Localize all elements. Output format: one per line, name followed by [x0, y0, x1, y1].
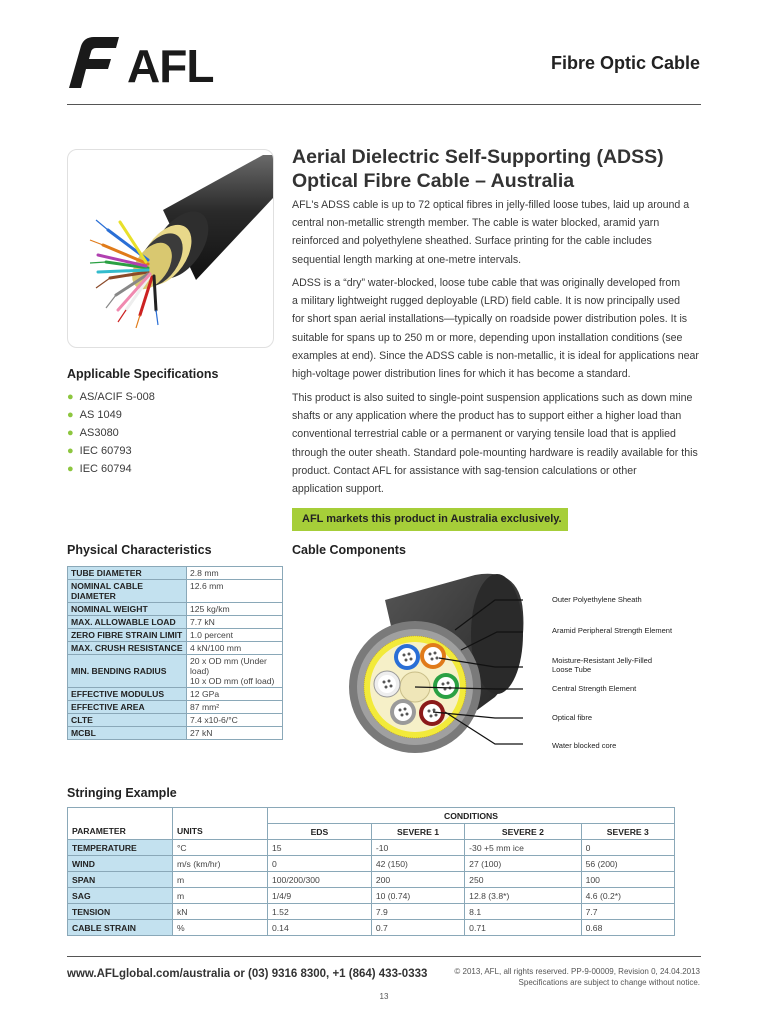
col-severe-2: SEVERE 2 [465, 824, 581, 840]
col-units: UNITS [173, 824, 268, 840]
cable-photo [67, 149, 274, 348]
spec-item: ● AS 1049 [67, 409, 122, 421]
intro-paragraph [292, 196, 702, 269]
label-aramid: Aramid Peripheral Strength Element [552, 626, 673, 635]
col-parameter: PARAMETER [68, 824, 173, 840]
product-title-line1: Aerial Dielectric Self-Supporting (ADSS) [292, 146, 664, 168]
table-row: CABLE STRAIN % 0.14 0.7 0.71 0.68 [68, 920, 675, 936]
table-row: MAX. ALLOWABLE LOAD 7.7 kN [68, 616, 283, 629]
table-row: WIND m/s (km/hr) 0 42 (150) 27 (100) 56 (200) [68, 856, 675, 872]
applications-line: product. Contact AFL for assistance with sag-tension calculations or other [292, 464, 637, 477]
document-category: Fibre Optic Cable [550, 53, 700, 73]
components-heading: Cable Components [292, 543, 406, 557]
background-line: examples at end). Since the ADSS cable is non-metallic, it is ideal for applications near [292, 349, 699, 362]
stringing-table [67, 807, 675, 936]
contact-info: www.AFLglobal.com/australia or (03) 9316 8300, +1 (864) 433-0333 [67, 968, 428, 980]
specs-heading: Applicable Specifications [67, 367, 219, 381]
bullet-icon: ● [67, 391, 74, 403]
table-row: SAG m 1/4/9 10 (0.74) 12.8 (3.8*) 4.6 (0.2*) [68, 888, 675, 904]
table-row: CLTE 7.4 x10-6/°C [68, 714, 283, 727]
table-row: TEMPERATURE °C 15 -10 -30 +5 mm ice 0 [68, 840, 675, 856]
table-row: MCBL 27 kN [68, 727, 283, 740]
background-line: for short span aerial installations—typically on roadside power distribution poles. It is [292, 313, 688, 326]
table-row: NOMINAL WEIGHT 125 kg/km [68, 603, 283, 616]
footer-divider [67, 956, 701, 957]
spec-item: ● IEC 60794 [67, 463, 132, 475]
intro-line: sequential length marking at one-metre intervals. [292, 253, 522, 266]
table-row: MAX. CRUSH RESISTANCE 4 kN/100 mm [68, 642, 283, 655]
col-severe-1: SEVERE 1 [371, 824, 464, 840]
product-title-line2: Optical Fibre Cable – Australia [292, 170, 575, 192]
intro-line: central non-metallic strength member. The cable is water blocked, aramid yarn [292, 217, 660, 230]
intro-line: reinforced and polyethylene sheathed. Surface printing for the cable includes [292, 235, 652, 248]
applications-line: shafts or any application where the product has to support either a higher load than [292, 410, 682, 423]
applications-line: through the outer sheath. Standard pole-mounting hardware is readily available for this [292, 446, 698, 459]
component-labels [525, 588, 715, 758]
applications-line: This product is also suited to single-point suspension applications such as down mine [292, 392, 693, 404]
label-optical-fibre: Optical fibre [552, 713, 593, 722]
specs-list [67, 388, 155, 478]
background-line: a military lightweight rugged deployable (LRD) field cable. It is now principally used [292, 295, 681, 308]
table-row: EFFECTIVE MODULUS 12 GPa [68, 688, 283, 701]
bullet-icon: ● [67, 445, 74, 457]
background-line: ADSS is a “dry” water-blocked, loose tube cable that was originally developed from [292, 277, 681, 289]
product-title [292, 145, 712, 193]
bullet-icon: ● [67, 463, 74, 475]
afl-logo [67, 36, 232, 90]
spec-item: ● IEC 60793 [67, 445, 132, 457]
table-row [68, 824, 675, 840]
svg-text:AFL: AFL [127, 40, 214, 90]
table-row: MIN. BENDING RADIUS 20 x OD mm (Under load) 10 x OD mm (off load) [68, 655, 283, 688]
col-severe-3: SEVERE 3 [581, 824, 674, 840]
applications-paragraph [292, 389, 702, 498]
conditions-header: CONDITIONS [268, 808, 675, 824]
physical-table [67, 566, 283, 740]
label-outer-sheath: Outer Polyethylene Sheath [552, 595, 642, 604]
applications-line: conventional terrestrial cable or a permanent or varying tensile load that is applied [292, 428, 676, 441]
table-row [68, 808, 675, 824]
spec-item: ● AS/ACIF S-008 [67, 391, 155, 403]
table-row: ZERO FIBRE STRAIN LIMIT 1.0 percent [68, 629, 283, 642]
intro-line: AFL's ADSS cable is up to 72 optical fibres in jelly-filled loose tubes, laid up around a [292, 199, 690, 211]
background-line: suitable for spans up to 250 m or more, depending upon installation conditions (see [292, 331, 683, 344]
table-row: TENSION kN 1.52 7.9 8.1 7.7 [68, 904, 675, 920]
background-paragraph [292, 274, 702, 383]
applications-line: application support. [292, 483, 384, 496]
copyright: © 2013, AFL, all rights reserved. PP-9-00009, Revision 0, 24.04.2013 Specifications are subject to change without notice. [454, 967, 700, 987]
col-eds: EDS [268, 824, 372, 840]
stringing-heading: Stringing Example [67, 786, 177, 800]
cable-cross-section-diagram [345, 572, 525, 758]
bullet-icon: ● [67, 427, 74, 439]
table-row: NOMINAL CABLE DIAMETER 12.6 mm [68, 580, 283, 603]
table-row: EFFECTIVE AREA 87 mm² [68, 701, 283, 714]
bullet-icon: ● [67, 409, 74, 421]
page-number: 13 [379, 992, 389, 1001]
label-water-blocked: Water blocked core [552, 741, 617, 750]
exclusive-callout: AFL markets this product in Australia exclusively. [292, 508, 568, 531]
table-row: SPAN m 100/200/300 200 250 100 [68, 872, 675, 888]
background-line: high-voltage power distribution lines for which it has become a standard. [292, 368, 631, 381]
table-row: TUBE DIAMETER 2.8 mm [68, 567, 283, 580]
spec-item: ● AS3080 [67, 427, 119, 439]
header-divider [67, 104, 701, 105]
label-central-strength: Central Strength Element [552, 684, 637, 693]
label-loose-tube: Moisture-Resistant Jelly-Filled Loose Tube [552, 656, 653, 674]
physical-heading: Physical Characteristics [67, 543, 212, 557]
